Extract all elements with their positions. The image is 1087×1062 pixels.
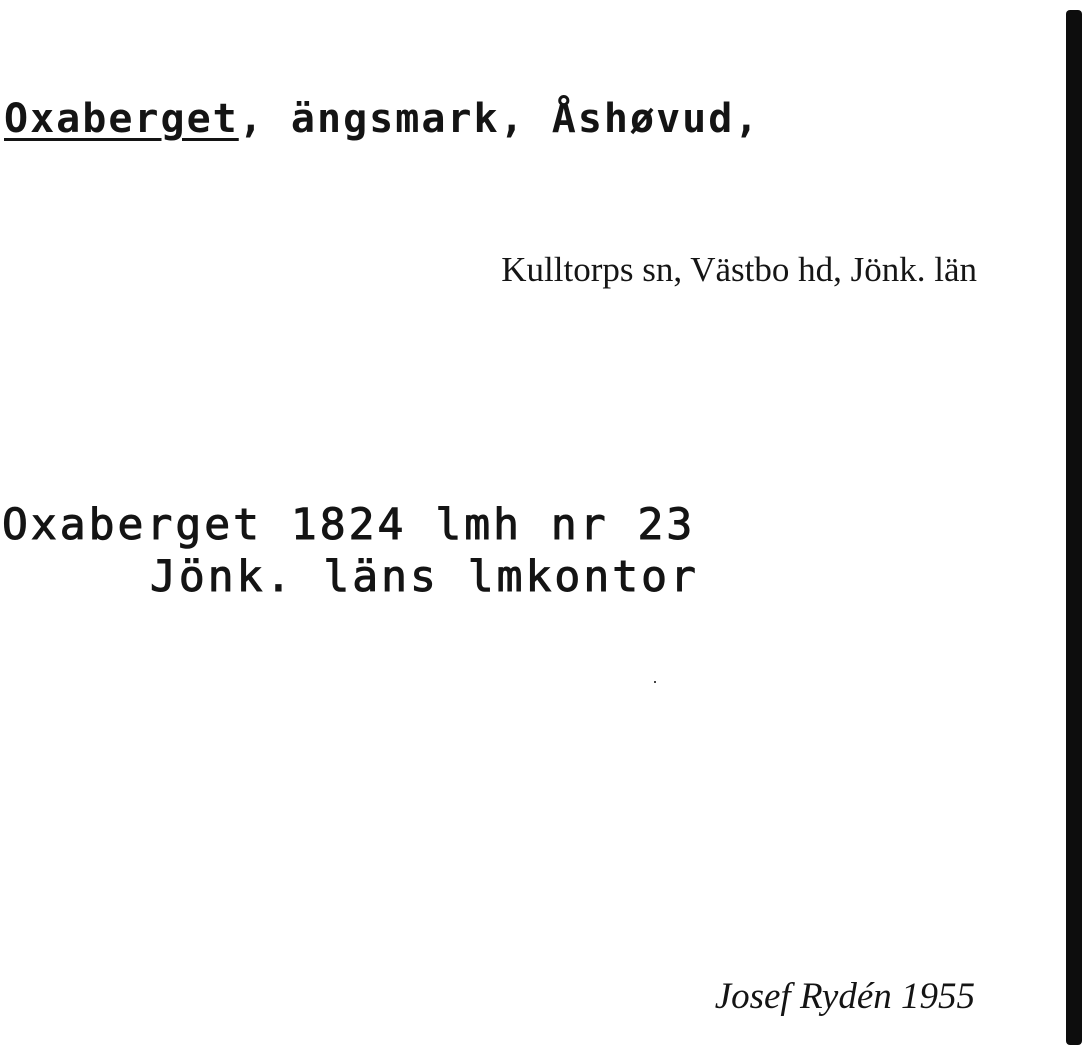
place-name: Oxaberget <box>4 96 239 142</box>
source-line-2: Jönk. läns lmkontor <box>150 552 699 602</box>
source-line-1: Oxaberget 1824 lmh nr 23 <box>2 500 696 550</box>
signature: Josef Rydén 1955 <box>714 976 975 1017</box>
parish-line: Kulltorps sn, Västbo hd, Jönk. län <box>501 250 977 289</box>
card-edge-line <box>1066 10 1082 1045</box>
headline-rest: , ängsmark, Åshøvud, <box>238 96 761 142</box>
headline <box>4 96 760 142</box>
paper-speck <box>654 681 656 683</box>
